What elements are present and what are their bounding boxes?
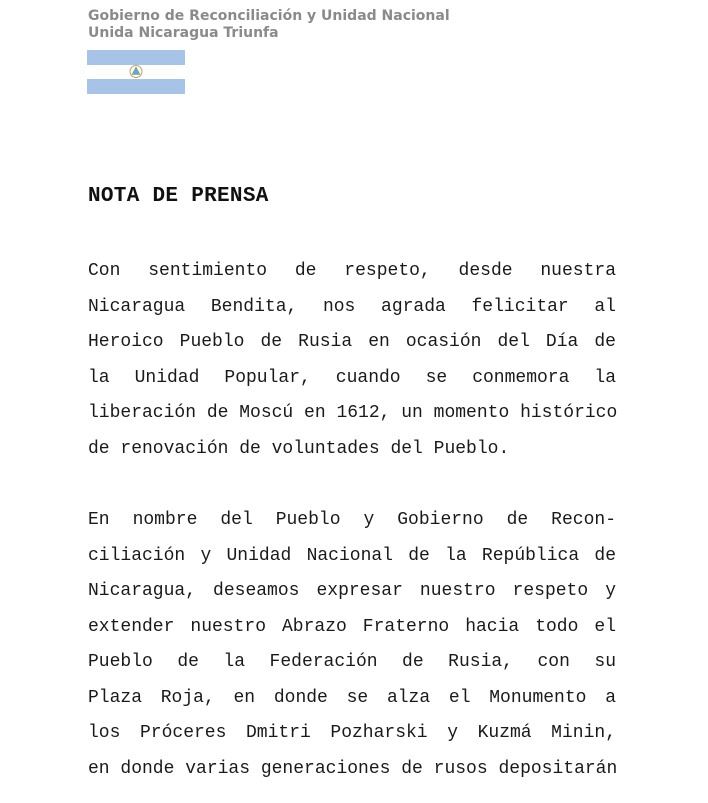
paragraph-line: Plaza Roja, en donde se alza el Monumento a — [88, 687, 616, 708]
paragraph-line: de renovación de voluntades del Pueblo. — [88, 438, 510, 459]
paragraph-line: Heroico Pueblo de Rusia en ocasión del Día de — [88, 332, 616, 352]
paragraph-line: Nicaragua Bendita, nos agrada felicitar al — [88, 296, 616, 317]
paragraph-line: Pueblo de la Federación de Rusia, con su — [88, 652, 616, 672]
paragraph-main — [88, 503, 616, 787]
nicaragua-flag-icon — [87, 50, 185, 94]
paragraph-line: ciliación y Unidad Nacional de la República de — [88, 545, 616, 566]
coat-of-arms-icon — [128, 64, 144, 79]
paragraph-line: Con sentimiento de respeto, desde nuestra — [88, 261, 616, 281]
paragraph-line: en donde varias generaciones de rusos depositarán — [88, 758, 618, 779]
paragraph-line: extender nuestro Abrazo Fraterno hacia todo el — [88, 616, 616, 637]
letterhead-government-name: Gobierno de Reconciliación y Unidad Nacional — [88, 8, 450, 24]
paragraph-line: Nicaragua, deseamos expresar nuestro respeto y — [88, 581, 616, 601]
flag-bottom-stripe — [87, 79, 185, 94]
letterhead-slogan: Unida Nicaragua Triunfa — [88, 25, 279, 41]
paragraph-line: la Unidad Popular, cuando se conmemora la — [88, 367, 616, 388]
paragraph-intro — [88, 254, 616, 467]
page-title: NOTA DE PRENSA — [88, 185, 269, 208]
paragraph-line: los Próceres Dmitri Pozharski y Kuzmá Minin, — [88, 723, 616, 743]
letterhead — [88, 8, 450, 42]
paragraph-line: En nombre del Pueblo y Gobierno de Recon- — [88, 510, 616, 530]
paragraph-line: liberación de Moscú en 1612, un momento histórico — [88, 403, 618, 423]
flag-top-stripe — [87, 50, 185, 65]
